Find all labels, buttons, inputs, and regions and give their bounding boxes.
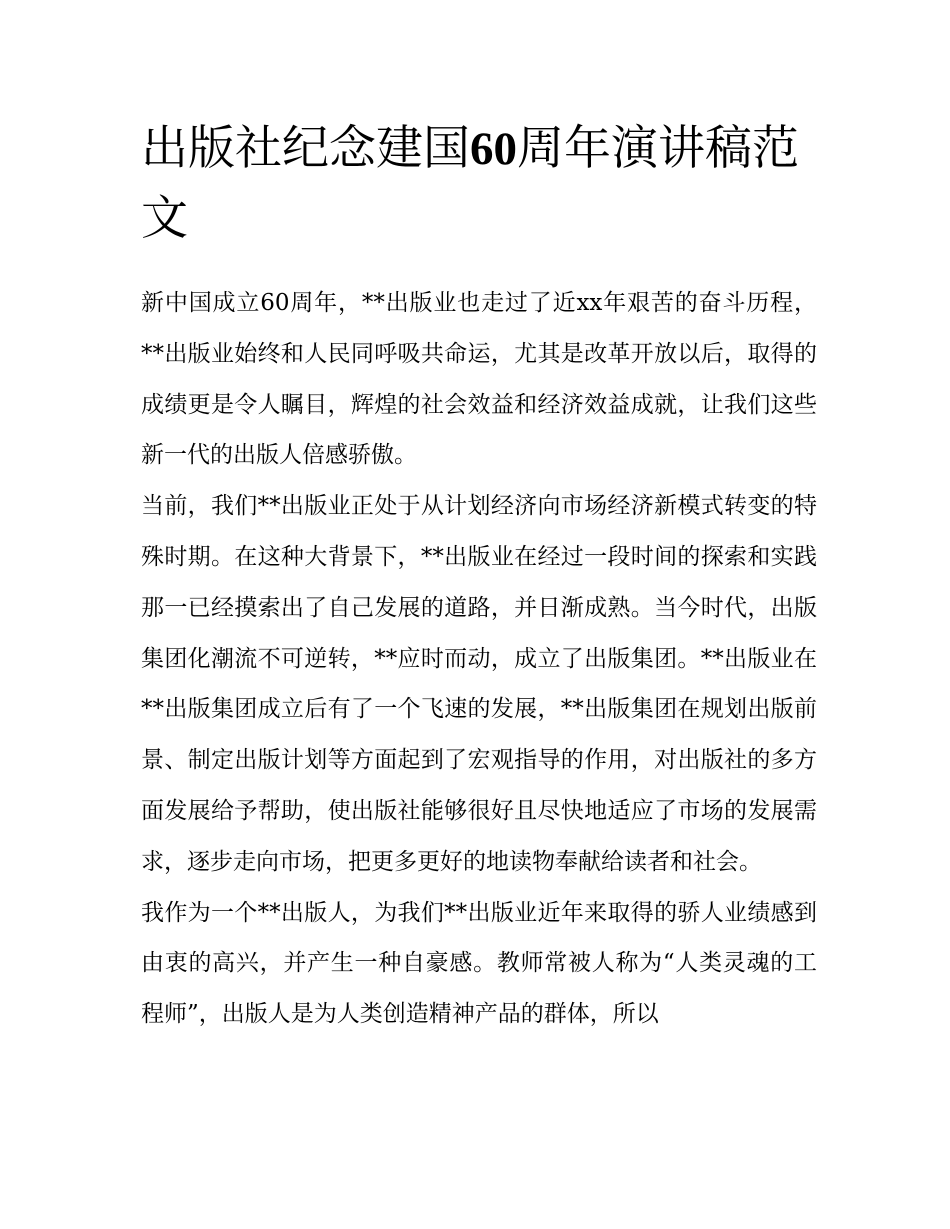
title-number: 60 bbox=[470, 123, 517, 175]
paragraph-1: 新中国成立60周年，**出版业也走过了近xx年艰苦的奋斗历程，**出版业始终和人民同呼吸共命运，尤其是改革开放以后，取得的成绩更是令人瞩目，辉煌的社会效益和经济效益成就，让我们这些新一代的出版人倍感骄傲。 bbox=[141, 290, 817, 469]
paragraph-3: 我作为一个**出版人，为我们**出版业近年来取得的骄人业绩感到由衷的高兴，并产生一种自豪感。教师常被人称为“人类灵魂的工程师”，出版人是为人类创造精神产品的群体，所以 bbox=[141, 899, 817, 1028]
document-body bbox=[141, 278, 817, 1040]
document-title bbox=[141, 114, 821, 254]
title-text-part1: 出版社纪念建国 bbox=[141, 121, 470, 176]
paragraph-2: 当前，我们**出版业正处于从计划经济向市场经济新模式转变的特殊时期。在这种大背景下，**出版业在经过一段时间的探索和实践那一已经摸索出了自己发展的道路，并日渐成熟。当今时代，出版集团化潮流不可逆转，**应时而动，成立了出版集团。**出版业在**出版集团成立后有了一个飞速的发展，**出版集团在规划出版前景、制定出版计划等方面起到了宏观指导的作用，对出版社的多方面发展给予帮助，使出版社能够很好且尽快地适应了市场的发展需求，逐步走向市场，把更多更好的地读物奉献给读者和社会。 bbox=[141, 493, 817, 875]
title-text-part2: 周年演讲稿范文 bbox=[141, 121, 799, 246]
